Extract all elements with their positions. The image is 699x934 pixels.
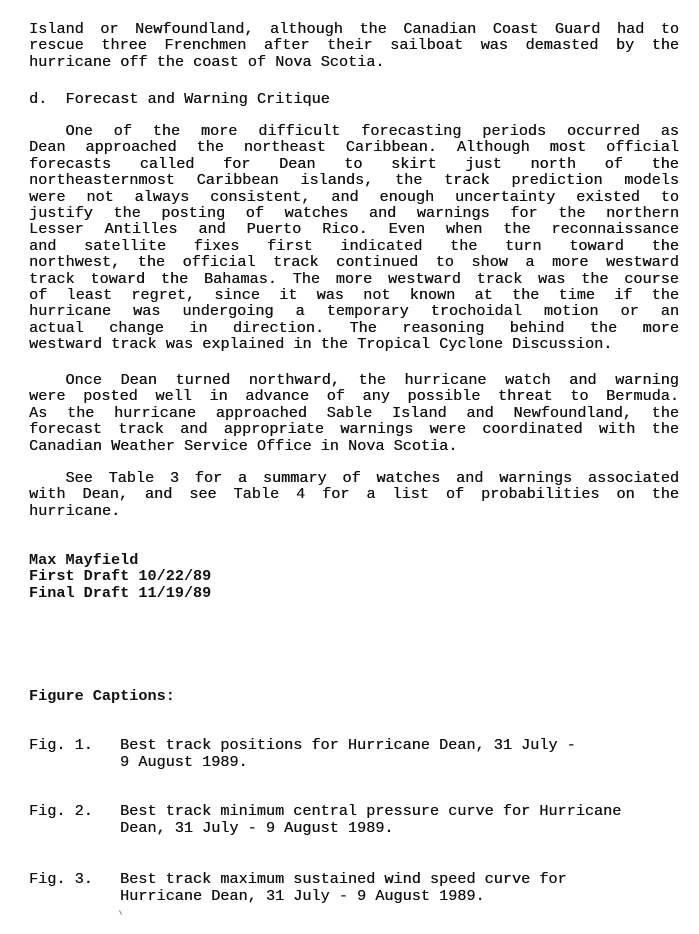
word: toward xyxy=(90,269,146,288)
word: the xyxy=(651,285,679,304)
word: the xyxy=(651,485,679,504)
word: for xyxy=(510,203,538,222)
word: to xyxy=(344,154,363,173)
word: Bahamas. xyxy=(203,269,277,288)
word: or xyxy=(100,20,119,38)
word: difficult xyxy=(258,122,341,140)
word: hurricane xyxy=(404,371,487,389)
word: Newfoundland, xyxy=(134,20,254,38)
word: and xyxy=(368,203,397,222)
word: islands, xyxy=(300,171,374,190)
text-line xyxy=(29,37,679,53)
text-line xyxy=(29,388,679,404)
text-line xyxy=(29,123,679,139)
word: Caribbean. xyxy=(345,138,437,157)
word: Guard xyxy=(554,20,601,38)
word: reasoning xyxy=(402,318,485,337)
word: warning xyxy=(615,371,679,389)
figure-caption-text: Best track minimum central pressure curve for Hurricane xyxy=(120,802,622,820)
word: more xyxy=(642,318,679,337)
word: when xyxy=(445,220,483,239)
word: was xyxy=(133,302,161,321)
word: demasted xyxy=(525,36,599,55)
word: the xyxy=(152,122,181,140)
word: 3 xyxy=(169,469,179,487)
figure-caption-text: Best track positions for Hurricane Dean, 31 July - xyxy=(120,736,576,754)
word: Lesser xyxy=(29,220,84,239)
paragraph-forecast-critique xyxy=(29,123,679,352)
word: advance xyxy=(245,387,310,406)
word: with xyxy=(598,420,636,439)
signature-block xyxy=(29,552,211,601)
word: were xyxy=(429,420,466,439)
word: and xyxy=(29,236,57,255)
text-line: Canadian Weather Service Office in Nova Scotia. xyxy=(29,436,458,455)
word: turn xyxy=(505,236,542,255)
word: least xyxy=(66,285,113,304)
word: See xyxy=(65,469,93,487)
word: to xyxy=(570,387,589,406)
word: approached xyxy=(85,138,177,157)
word: One xyxy=(65,122,93,140)
word: toward xyxy=(569,236,624,255)
word: the xyxy=(137,253,165,272)
word: satellite xyxy=(84,236,167,255)
word: prediction xyxy=(511,171,603,190)
text-line xyxy=(29,320,679,336)
word: official xyxy=(606,138,679,157)
word: uncertainty xyxy=(454,187,556,206)
word: north xyxy=(530,154,576,173)
word: it xyxy=(279,285,298,304)
word: the xyxy=(651,420,679,439)
word: were xyxy=(29,187,66,206)
word: trochoidal xyxy=(430,302,522,321)
text-line xyxy=(29,139,679,155)
word: just xyxy=(465,154,502,173)
first-draft-date: First Draft 10/22/89 xyxy=(29,567,212,586)
word: behind xyxy=(509,318,565,337)
word: westward xyxy=(605,253,679,272)
word: most xyxy=(549,138,587,157)
word: Antilles xyxy=(104,220,178,239)
word: forecasts xyxy=(29,154,112,173)
word: since xyxy=(214,285,260,304)
word: sailboat xyxy=(390,36,464,55)
word: official xyxy=(182,253,256,272)
word: undergoing xyxy=(182,302,274,321)
word: of xyxy=(445,485,465,504)
word: coordinated xyxy=(482,420,583,439)
word: for xyxy=(322,485,350,504)
word: the xyxy=(358,371,386,389)
word: watches xyxy=(284,203,349,222)
word: and xyxy=(198,220,226,239)
figure-caption-text: Dean, 31 July - 9 August 1989. xyxy=(120,819,394,837)
text-line xyxy=(29,271,679,287)
word: temporary xyxy=(326,302,409,321)
word: Newfoundland, xyxy=(513,403,632,422)
text-line: hurricane off the coast of Nova Scotia. xyxy=(29,52,385,71)
word: skirt xyxy=(391,154,437,173)
word: Caribbean xyxy=(196,171,279,190)
word: occurred xyxy=(566,122,640,140)
word: northeasternmost xyxy=(29,171,175,190)
word: hurricane xyxy=(29,302,112,321)
word: any xyxy=(362,387,390,406)
figure-label: Fig. 1. xyxy=(29,736,93,754)
author-name: Max Mayfield xyxy=(29,551,139,569)
word: Canadian xyxy=(403,20,477,38)
word: turned xyxy=(175,371,231,389)
word: if xyxy=(614,285,633,304)
word: existed xyxy=(576,187,640,206)
final-draft-date: Final Draft 11/19/89 xyxy=(29,583,212,602)
word: forecasting xyxy=(361,122,462,140)
figure-caption xyxy=(29,737,679,771)
word: probabilities xyxy=(480,485,600,504)
word: course xyxy=(624,269,679,288)
text-line: westward track was explained in the Tropical Cyclone Discussion. xyxy=(29,335,613,354)
word: known xyxy=(409,285,456,304)
word: called xyxy=(139,154,195,173)
word: at xyxy=(474,285,493,304)
word: westward xyxy=(387,269,461,288)
word: a xyxy=(525,253,535,272)
word: and xyxy=(466,403,494,422)
word: Table xyxy=(233,485,280,504)
word: on xyxy=(616,485,635,504)
word: the xyxy=(651,36,679,55)
word: and xyxy=(331,187,359,206)
word: and xyxy=(456,469,484,487)
text-line xyxy=(29,486,679,502)
word: northwest, xyxy=(29,253,121,272)
word: as xyxy=(660,122,679,140)
text-line xyxy=(29,156,679,172)
word: continued xyxy=(336,253,419,272)
word: to xyxy=(435,253,454,272)
word: rescue xyxy=(29,36,84,55)
word: watches xyxy=(376,469,441,487)
text-line xyxy=(29,303,679,319)
word: the xyxy=(589,318,618,337)
word: consistent, xyxy=(210,187,311,206)
word: reconnaissance xyxy=(551,220,679,239)
word: well xyxy=(155,387,192,406)
word: Island xyxy=(391,403,447,422)
figure-caption xyxy=(29,871,679,905)
word: indicated xyxy=(340,236,423,255)
word: the xyxy=(651,236,679,255)
word: motion xyxy=(543,302,599,321)
word: always xyxy=(134,187,190,206)
word: Dean xyxy=(279,154,316,173)
word: the xyxy=(558,203,586,222)
word: for xyxy=(223,154,251,173)
figure-caption xyxy=(29,803,679,837)
word: the xyxy=(450,236,478,255)
word: Dean, xyxy=(82,485,128,504)
word: the xyxy=(511,285,540,304)
word: in xyxy=(189,318,208,337)
scan-mark xyxy=(119,910,122,915)
text-line: hurricane. xyxy=(29,501,121,520)
word: justify xyxy=(29,203,93,222)
figure-caption-text: Hurricane Dean, 31 July - 9 August 1989. xyxy=(120,887,485,905)
word: forecast xyxy=(29,420,102,439)
figure-caption-text: 9 August 1989. xyxy=(120,753,248,771)
section-heading: d. Forecast and Warning Critique xyxy=(29,90,330,108)
word: of xyxy=(342,469,361,487)
word: the xyxy=(113,203,141,222)
word: in xyxy=(209,387,228,406)
word: models xyxy=(624,171,679,190)
word: Island xyxy=(29,20,84,38)
word: track xyxy=(272,253,319,272)
word: enough xyxy=(379,187,435,206)
word: Once xyxy=(65,371,102,389)
word: or xyxy=(620,302,639,321)
figure-captions-heading: Figure Captions: xyxy=(29,687,175,705)
word: of xyxy=(113,122,132,140)
word: the xyxy=(196,138,224,157)
word: were xyxy=(29,387,66,406)
word: Although xyxy=(456,138,530,157)
word: fixes xyxy=(193,236,240,255)
word: Table xyxy=(108,469,155,487)
word: of xyxy=(604,154,623,173)
word: direction. xyxy=(232,318,325,337)
word: an xyxy=(660,302,679,321)
word: to xyxy=(660,20,679,38)
word: the xyxy=(160,269,189,288)
word: approached xyxy=(215,403,307,422)
word: the xyxy=(503,220,531,239)
word: had xyxy=(616,20,645,38)
text-line xyxy=(29,470,679,486)
word: Dean xyxy=(120,371,157,389)
word: posted xyxy=(83,387,138,406)
word: northward, xyxy=(248,371,340,389)
word: more xyxy=(551,253,589,272)
word: not xyxy=(363,285,391,304)
text-line xyxy=(29,205,679,221)
word: regret, xyxy=(131,285,196,304)
word: Even xyxy=(388,220,425,239)
word: a xyxy=(295,302,305,321)
word: of xyxy=(245,203,264,222)
word: The xyxy=(292,269,320,288)
word: a xyxy=(237,469,248,487)
word: although xyxy=(269,20,343,38)
word: and xyxy=(180,420,208,439)
word: track xyxy=(476,269,523,288)
word: warnings xyxy=(499,469,573,487)
word: track xyxy=(444,171,490,190)
word: associated xyxy=(587,469,679,487)
intro-paragraph xyxy=(29,21,679,70)
word: and xyxy=(144,485,173,504)
word: Rico. xyxy=(322,220,368,239)
word: Bermuda. xyxy=(606,387,679,406)
text-line xyxy=(29,405,679,421)
word: show xyxy=(471,253,508,272)
paragraph-bermuda-warnings xyxy=(29,372,679,454)
word: periods xyxy=(482,122,547,140)
word: three xyxy=(101,36,147,55)
word: watch xyxy=(505,371,551,389)
word: was xyxy=(537,269,566,288)
text-line xyxy=(29,21,679,37)
text-line xyxy=(29,421,679,437)
word: the xyxy=(359,20,387,38)
word: track xyxy=(29,269,75,288)
word: 4 xyxy=(296,485,306,504)
word: Frenchmen xyxy=(164,36,247,55)
word: to xyxy=(660,187,679,206)
word: Coast xyxy=(492,20,539,38)
word: summary xyxy=(262,469,327,487)
word: hurricane xyxy=(114,403,197,422)
text-line xyxy=(29,172,679,188)
word: As xyxy=(29,403,48,422)
text-line xyxy=(29,372,679,388)
word: the xyxy=(581,269,609,288)
word: by xyxy=(615,36,635,55)
word: Puerto xyxy=(246,220,302,239)
word: northern xyxy=(606,203,679,222)
word: first xyxy=(267,236,313,255)
word: was xyxy=(480,36,508,55)
word: the xyxy=(651,154,679,173)
word: the xyxy=(651,403,679,422)
word: the xyxy=(66,403,95,422)
figure-label: Fig. 2. xyxy=(29,802,93,820)
word: posting xyxy=(161,203,226,222)
word: warnings xyxy=(340,420,414,439)
word: time xyxy=(558,285,595,304)
word: threat xyxy=(497,387,553,406)
text-line xyxy=(29,287,679,303)
word: of xyxy=(326,387,345,406)
figure-label: Fig. 3. xyxy=(29,870,93,888)
word: of xyxy=(29,285,48,304)
word: list xyxy=(392,485,429,504)
word: northeast xyxy=(243,138,326,157)
figure-caption-text: Best track maximum sustained wind speed curve for xyxy=(120,870,567,888)
text-line xyxy=(29,254,679,270)
word: their xyxy=(327,36,373,55)
word: was xyxy=(316,285,344,304)
word: more xyxy=(200,122,238,140)
word: see xyxy=(189,485,217,504)
word: and xyxy=(569,371,597,389)
word: change xyxy=(109,318,164,337)
word: track xyxy=(118,420,164,439)
word: for xyxy=(194,469,223,487)
text-line xyxy=(29,221,679,237)
word: possible xyxy=(407,387,481,406)
word: the xyxy=(394,171,423,190)
word: Dean xyxy=(29,138,66,157)
word: Sable xyxy=(326,403,373,422)
word: not xyxy=(86,187,114,206)
word: after xyxy=(263,36,310,55)
word: actual xyxy=(29,318,84,337)
word: more xyxy=(335,269,373,288)
text-line xyxy=(29,238,679,254)
text-line xyxy=(29,189,679,205)
word: with xyxy=(29,485,66,504)
word: The xyxy=(349,318,377,337)
word: appropriate xyxy=(223,420,324,439)
word: warnings xyxy=(416,203,490,222)
word: a xyxy=(366,485,376,504)
paragraph-table-references xyxy=(29,470,679,519)
